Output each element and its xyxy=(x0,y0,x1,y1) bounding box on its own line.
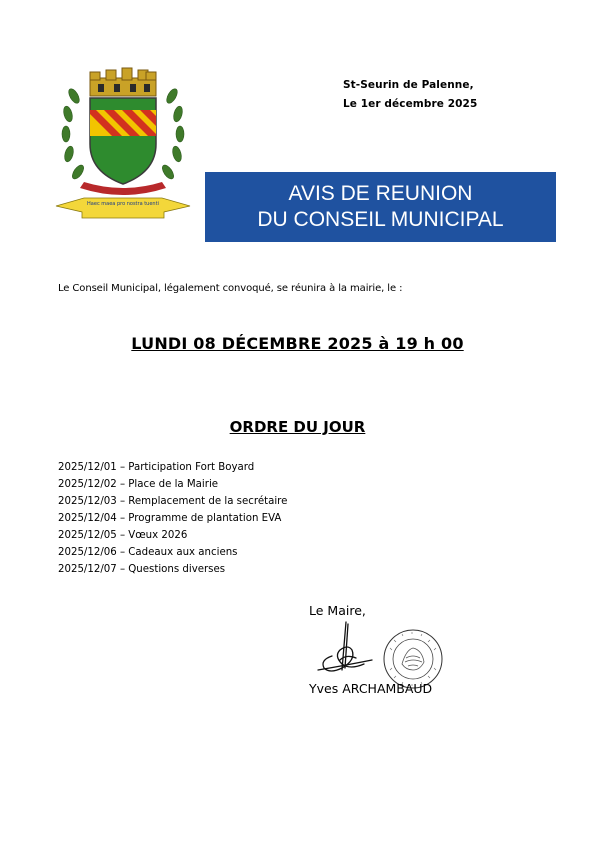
place-date xyxy=(343,76,477,114)
agenda-item: 2025/12/07 – Questions diverses xyxy=(58,564,226,575)
signature-icon xyxy=(312,620,382,680)
agenda-list xyxy=(58,459,287,578)
signatory-title: Le Maire, xyxy=(309,603,366,618)
date-text: Le 1er décembre 2025 xyxy=(343,98,478,110)
intro-text: Le Conseil Municipal, légalement convoqué, se réunira à la mairie, le : xyxy=(58,283,403,294)
agenda-item: 2025/12/01 – Participation Fort Boyard xyxy=(58,462,255,473)
coat-of-arms-icon xyxy=(54,66,192,224)
agenda-title: ORDRE DU JOUR xyxy=(229,418,366,436)
agenda-item: 2025/12/05 – Vœux 2026 xyxy=(58,530,188,541)
agenda-item: 2025/12/03 – Remplacement de la secrétaire xyxy=(58,496,288,507)
agenda-item: 2025/12/06 – Cadeaux aux anciens xyxy=(58,547,238,558)
agenda-item: 2025/12/02 – Place de la Mairie xyxy=(58,479,219,490)
crest-motto: Haec maea pro nostra tuenti xyxy=(87,201,159,207)
banner-line-1: AVIS DE REUNION xyxy=(288,182,473,205)
agenda-item: 2025/12/04 – Programme de plantation EVA xyxy=(58,513,282,524)
title-banner xyxy=(205,172,556,242)
banner-line-2: DU CONSEIL MUNICIPAL xyxy=(257,208,504,231)
meeting-datetime: LUNDI 08 DÉCEMBRE 2025 à 19 h 00 xyxy=(131,334,464,353)
place-text: St-Seurin de Palenne, xyxy=(343,79,474,91)
signatory-name: Yves ARCHAMBAUD xyxy=(309,681,433,696)
